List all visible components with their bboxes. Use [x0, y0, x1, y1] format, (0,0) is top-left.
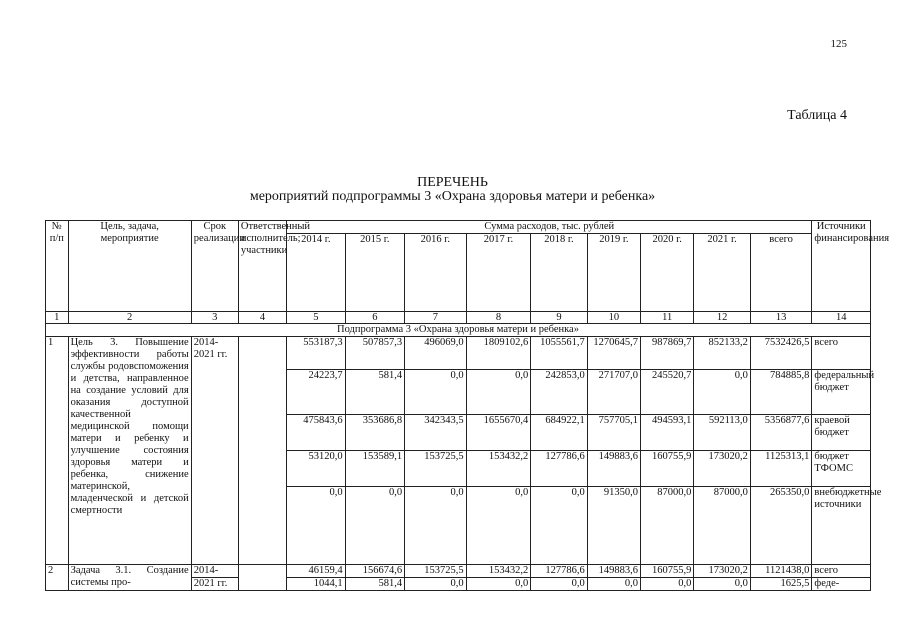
- header-total: всего: [750, 234, 812, 312]
- value-cell: 53120,0: [287, 451, 345, 487]
- value-cell: 160755,9: [641, 565, 694, 578]
- column-number: 1: [46, 312, 69, 324]
- header-term: Срок реализации: [191, 221, 238, 312]
- measures-table: [45, 220, 890, 591]
- column-number: 7: [405, 312, 467, 324]
- page-number: 125: [830, 38, 847, 50]
- value-cell: 46159,4: [287, 565, 345, 578]
- term-cell-line2: 2021 гг.: [191, 578, 238, 591]
- value-cell: 553187,3: [287, 337, 345, 370]
- column-number: 2: [68, 312, 191, 324]
- column-number: 9: [531, 312, 587, 324]
- value-cell: 1270645,7: [587, 337, 640, 370]
- source-cell: всего: [812, 337, 871, 370]
- header-sum: Сумма расходов, тыс. рублей: [287, 221, 812, 234]
- term-cell: 2014-2021 гг.: [191, 337, 238, 565]
- section-title: Подпрограмма 3 «Охрана здоровья матери и ребенка»: [46, 324, 871, 337]
- value-cell: 0,0: [694, 578, 750, 591]
- total-cell: 7532426,5: [750, 337, 812, 370]
- title-line-2: мероприятий подпрограммы 3 «Охрана здоровья матери и ребенка»: [249, 189, 656, 204]
- value-cell: 173020,2: [694, 565, 750, 578]
- source-cell: краевой бюджет: [812, 415, 871, 451]
- value-cell: 0,0: [466, 487, 531, 565]
- value-cell: 173020,2: [694, 451, 750, 487]
- row-number: 2: [46, 565, 69, 591]
- value-cell: 87000,0: [694, 487, 750, 565]
- total-cell: 265350,0: [750, 487, 812, 565]
- column-number: 12: [694, 312, 750, 324]
- value-cell: 581,4: [345, 370, 405, 415]
- value-cell: 160755,9: [641, 451, 694, 487]
- value-cell: 153432,2: [466, 451, 531, 487]
- value-cell: 342343,5: [405, 415, 467, 451]
- source-cell: бюджет ТФОМС: [812, 451, 871, 487]
- column-number: 4: [238, 312, 286, 324]
- value-cell: 581,4: [345, 578, 405, 591]
- value-cell: 0,0: [405, 370, 467, 415]
- value-cell: 156674,6: [345, 565, 405, 578]
- value-cell: 153432,2: [466, 565, 531, 578]
- header-year: 2021 г.: [694, 234, 750, 312]
- header-source: Источники финансирования: [812, 221, 871, 312]
- header-year: 2019 г.: [587, 234, 640, 312]
- value-cell: 1809102,6: [466, 337, 531, 370]
- header-year: 2015 г.: [345, 234, 405, 312]
- column-number: 11: [641, 312, 694, 324]
- total-cell: 1121438,0: [750, 565, 812, 578]
- value-cell: 87000,0: [641, 487, 694, 565]
- header-year: 2018 г.: [531, 234, 587, 312]
- value-cell: 245520,7: [641, 370, 694, 415]
- value-cell: 149883,6: [587, 565, 640, 578]
- column-number: 10: [587, 312, 640, 324]
- total-cell: 1125313,1: [750, 451, 812, 487]
- column-number: 14: [812, 312, 871, 324]
- header-year: 2014 г.: [287, 234, 345, 312]
- total-cell: 1625,5: [750, 578, 812, 591]
- table-label: Таблица 4: [787, 108, 847, 123]
- header-year: 2017 г.: [466, 234, 531, 312]
- value-cell: 757705,1: [587, 415, 640, 451]
- header-responsible: Ответственный исполнитель; участники: [238, 221, 286, 312]
- value-cell: 153725,5: [405, 565, 467, 578]
- document-title: [0, 176, 905, 204]
- source-cell: феде-: [812, 578, 871, 591]
- value-cell: 0,0: [405, 487, 467, 565]
- total-cell: 5356877,6: [750, 415, 812, 451]
- value-cell: 1044,1: [287, 578, 345, 591]
- value-cell: 0,0: [405, 578, 467, 591]
- header-year: 2016 г.: [405, 234, 467, 312]
- value-cell: 127786,6: [531, 451, 587, 487]
- value-cell: 592113,0: [694, 415, 750, 451]
- responsible-cell: [238, 565, 286, 591]
- value-cell: 0,0: [466, 370, 531, 415]
- column-number: 13: [750, 312, 812, 324]
- value-cell: 0,0: [531, 578, 587, 591]
- value-cell: 494593,1: [641, 415, 694, 451]
- value-cell: 0,0: [345, 487, 405, 565]
- value-cell: 24223,7: [287, 370, 345, 415]
- source-cell: федеральный бюджет: [812, 370, 871, 415]
- value-cell: 0,0: [531, 487, 587, 565]
- total-cell: 784885,8: [750, 370, 812, 415]
- column-number: 5: [287, 312, 345, 324]
- source-cell: всего: [812, 565, 871, 578]
- term-cell-line1: 2014-: [191, 565, 238, 578]
- value-cell: 0,0: [466, 578, 531, 591]
- value-cell: 149883,6: [587, 451, 640, 487]
- value-cell: 0,0: [587, 578, 640, 591]
- task-text: Задача 3.1. Создание системы про-: [68, 565, 191, 591]
- column-number: 8: [466, 312, 531, 324]
- title-line-1: ПЕРЕЧЕНЬ: [417, 175, 488, 190]
- value-cell: 271707,0: [587, 370, 640, 415]
- value-cell: 91350,0: [587, 487, 640, 565]
- column-number: 6: [345, 312, 405, 324]
- row-number: 1: [46, 337, 69, 565]
- value-cell: 0,0: [287, 487, 345, 565]
- value-cell: 353686,8: [345, 415, 405, 451]
- value-cell: 153725,5: [405, 451, 467, 487]
- header-goal: Цель, задача, мероприятие: [68, 221, 191, 312]
- value-cell: 1055561,7: [531, 337, 587, 370]
- value-cell: 684922,1: [531, 415, 587, 451]
- column-number: 3: [191, 312, 238, 324]
- value-cell: 496069,0: [405, 337, 467, 370]
- goal-text: Цель 3. Повышение эффективности работы службы родовспоможения и детства, направленное на создание условий для оказания доступной качественной медицинской помощи матери и ребенку и улучшение состояния здоровья матери и ребенка, снижение материнской, младенческой и детской смертности: [68, 337, 191, 565]
- responsible-cell: [238, 337, 286, 565]
- value-cell: 242853,0: [531, 370, 587, 415]
- value-cell: 1655670,4: [466, 415, 531, 451]
- value-cell: 852133,2: [694, 337, 750, 370]
- value-cell: 127786,6: [531, 565, 587, 578]
- source-cell: внебюджетные источники: [812, 487, 871, 565]
- header-no: № п/п: [46, 221, 69, 312]
- value-cell: 987869,7: [641, 337, 694, 370]
- value-cell: 153589,1: [345, 451, 405, 487]
- value-cell: 0,0: [694, 370, 750, 415]
- header-year: 2020 г.: [641, 234, 694, 312]
- value-cell: 0,0: [641, 578, 694, 591]
- value-cell: 475843,6: [287, 415, 345, 451]
- value-cell: 507857,3: [345, 337, 405, 370]
